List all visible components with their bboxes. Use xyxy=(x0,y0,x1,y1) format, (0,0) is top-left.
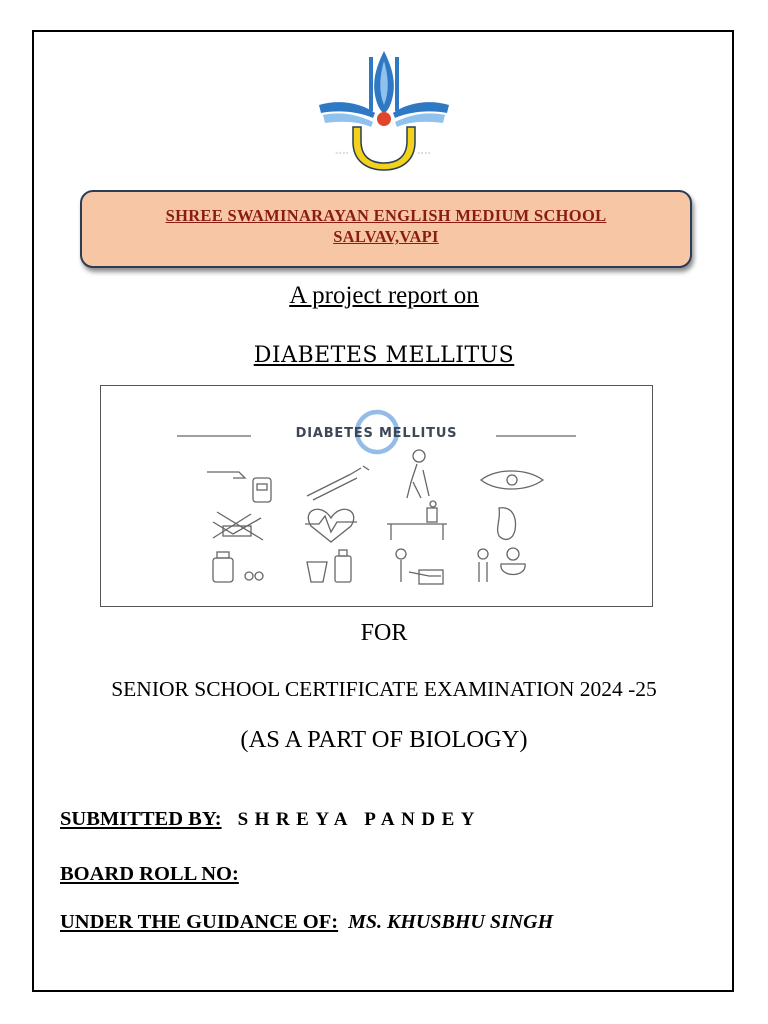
project-heading: A project report on xyxy=(289,282,479,309)
board-roll-no-label: BOARD ROLL NO: xyxy=(60,863,239,885)
insulin-syringe-icon xyxy=(307,466,369,500)
board-roll-no-row xyxy=(60,863,239,886)
guide-name: MS. KHUSBHU SINGH xyxy=(348,911,554,933)
school-name-line-2: SALVAV,VAPI xyxy=(333,227,439,246)
illustration-title: DIABETES MELLITUS xyxy=(295,426,458,441)
svg-text:◦◦◦◦: ◦◦◦◦ xyxy=(335,150,350,157)
project-topic-title: DIABETES MELLITUS xyxy=(253,343,515,368)
school-name-line-1: SHREE SWAMINARAYAN ENGLISH MEDIUM SCHOOL xyxy=(165,206,607,225)
submitted-by-label: SUBMITTED BY: xyxy=(60,808,222,830)
glucometer-icon xyxy=(207,472,271,502)
school-emblem-icon xyxy=(313,47,455,175)
school-name-banner xyxy=(80,190,692,268)
weight-change-icon xyxy=(478,548,525,582)
heartbeat-icon xyxy=(305,509,357,542)
guidance-label: UNDER THE GUIDANCE OF: xyxy=(60,911,339,933)
guidance-row xyxy=(60,911,553,934)
svg-text:◦◦◦◦: ◦◦◦◦ xyxy=(417,150,432,157)
elderly-person-icon xyxy=(407,450,429,498)
for-label: FOR xyxy=(360,620,408,646)
no-sweets-icon xyxy=(213,512,263,540)
eye-icon xyxy=(481,471,543,489)
foot-icon xyxy=(498,508,516,540)
submitted-by-row xyxy=(60,808,481,831)
urination-icon xyxy=(396,549,443,584)
medicine-bottle-icon xyxy=(213,552,263,582)
hospital-bed-icon xyxy=(387,501,447,540)
diabetes-illustration xyxy=(100,385,653,607)
water-glass-icon xyxy=(307,550,351,582)
subject-note: (AS A PART OF BIOLOGY) xyxy=(240,726,528,753)
exam-title: SENIOR SCHOOL CERTIFICATE EXAMINATION 2024 -25 xyxy=(111,677,657,701)
student-name: SHREYA PANDEY xyxy=(237,809,481,830)
illustration-graphics xyxy=(101,386,652,606)
